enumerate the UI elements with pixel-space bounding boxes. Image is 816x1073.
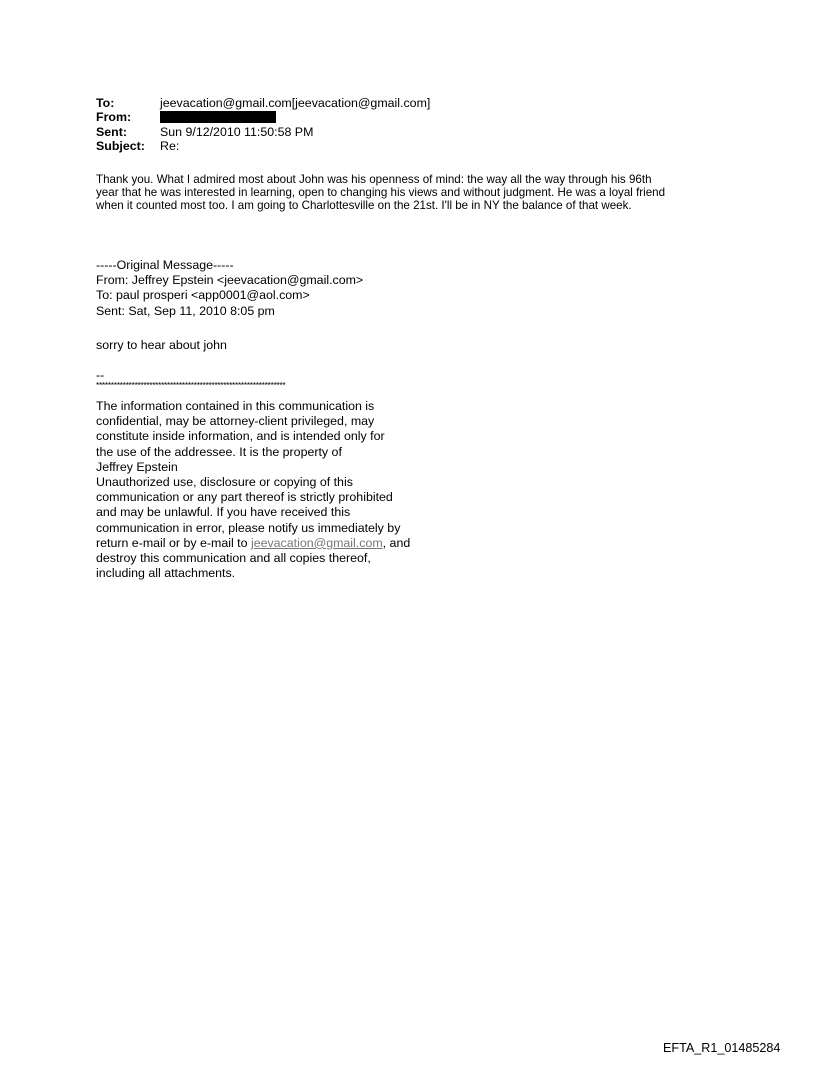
from-label: From:: [96, 110, 132, 125]
sent-label: Sent:: [96, 124, 127, 139]
message-body: [96, 173, 736, 213]
signature-dashes: --: [96, 368, 105, 382]
disclaimer-line: The information contained in this communication is: [96, 399, 375, 413]
redaction-box: [160, 111, 276, 123]
disclaimer-line: Jeffrey Epstein: [96, 459, 178, 474]
disclaimer-line: including all attachments.: [96, 566, 236, 581]
confidentiality-disclaimer: [96, 399, 410, 581]
from-row: [96, 110, 430, 124]
subject-value: Re:: [160, 139, 180, 154]
body-line: when it counted most too. I am going to Charlottesville on the 21st. I'll be in NY the balance of that week.: [96, 199, 632, 213]
return-prefix: return e-mail or by e-mail to: [96, 535, 251, 550]
disclaimer-line: and may be unlawful. If you have received this: [96, 505, 351, 520]
to-row: [96, 96, 430, 110]
original-to: To: paul prosperi <app0001@aol.com>: [96, 288, 310, 303]
original-message-text: sorry to hear about john: [96, 338, 227, 352]
original-message-header: [96, 258, 363, 319]
disclaimer-line: communication or any part thereof is strictly prohibited: [96, 490, 393, 505]
subject-label: Subject:: [96, 139, 145, 154]
disclaimer-line: the use of the addressee. It is the property of: [96, 444, 342, 459]
to-value: jeevacation@gmail.com[jeevacation@gmail.com]: [160, 96, 431, 110]
document-id: EFTA_R1_01485284: [663, 1041, 781, 1055]
subject-row: [96, 139, 430, 153]
disclaimer-line: communication in error, please notify us immediately by: [96, 520, 401, 535]
disclaimer-return-line: [96, 536, 410, 551]
return-suffix: , and: [382, 535, 411, 550]
email-header: [96, 96, 430, 154]
signature-stars: ****************************************************************: [96, 380, 286, 390]
original-separator: -----Original Message-----: [96, 258, 234, 272]
body-line: year that he was interested in learning, open to changing his views and without judgment. He was a loyal friend: [96, 186, 666, 200]
body-line: Thank you. What I admired most about John was his openness of mind: the way all the way through his 96th: [96, 173, 652, 186]
disclaimer-line: destroy this communication and all copies thereof,: [96, 551, 371, 566]
sent-value: Sun 9/12/2010 11:50:58 PM: [160, 124, 314, 139]
email-link[interactable]: jeevacation@gmail.com: [250, 535, 383, 550]
to-label: To:: [96, 96, 115, 110]
sent-row: [96, 125, 430, 139]
original-sent: Sent: Sat, Sep 11, 2010 8:05 pm: [96, 303, 275, 318]
original-from: From: Jeffrey Epstein <jeevacation@gmail.com>: [96, 273, 364, 288]
disclaimer-line: constitute inside information, and is intended only for: [96, 429, 385, 444]
disclaimer-line: Unauthorized use, disclosure or copying of this: [96, 475, 353, 490]
disclaimer-line: confidential, may be attorney-client privileged, may: [96, 414, 375, 429]
